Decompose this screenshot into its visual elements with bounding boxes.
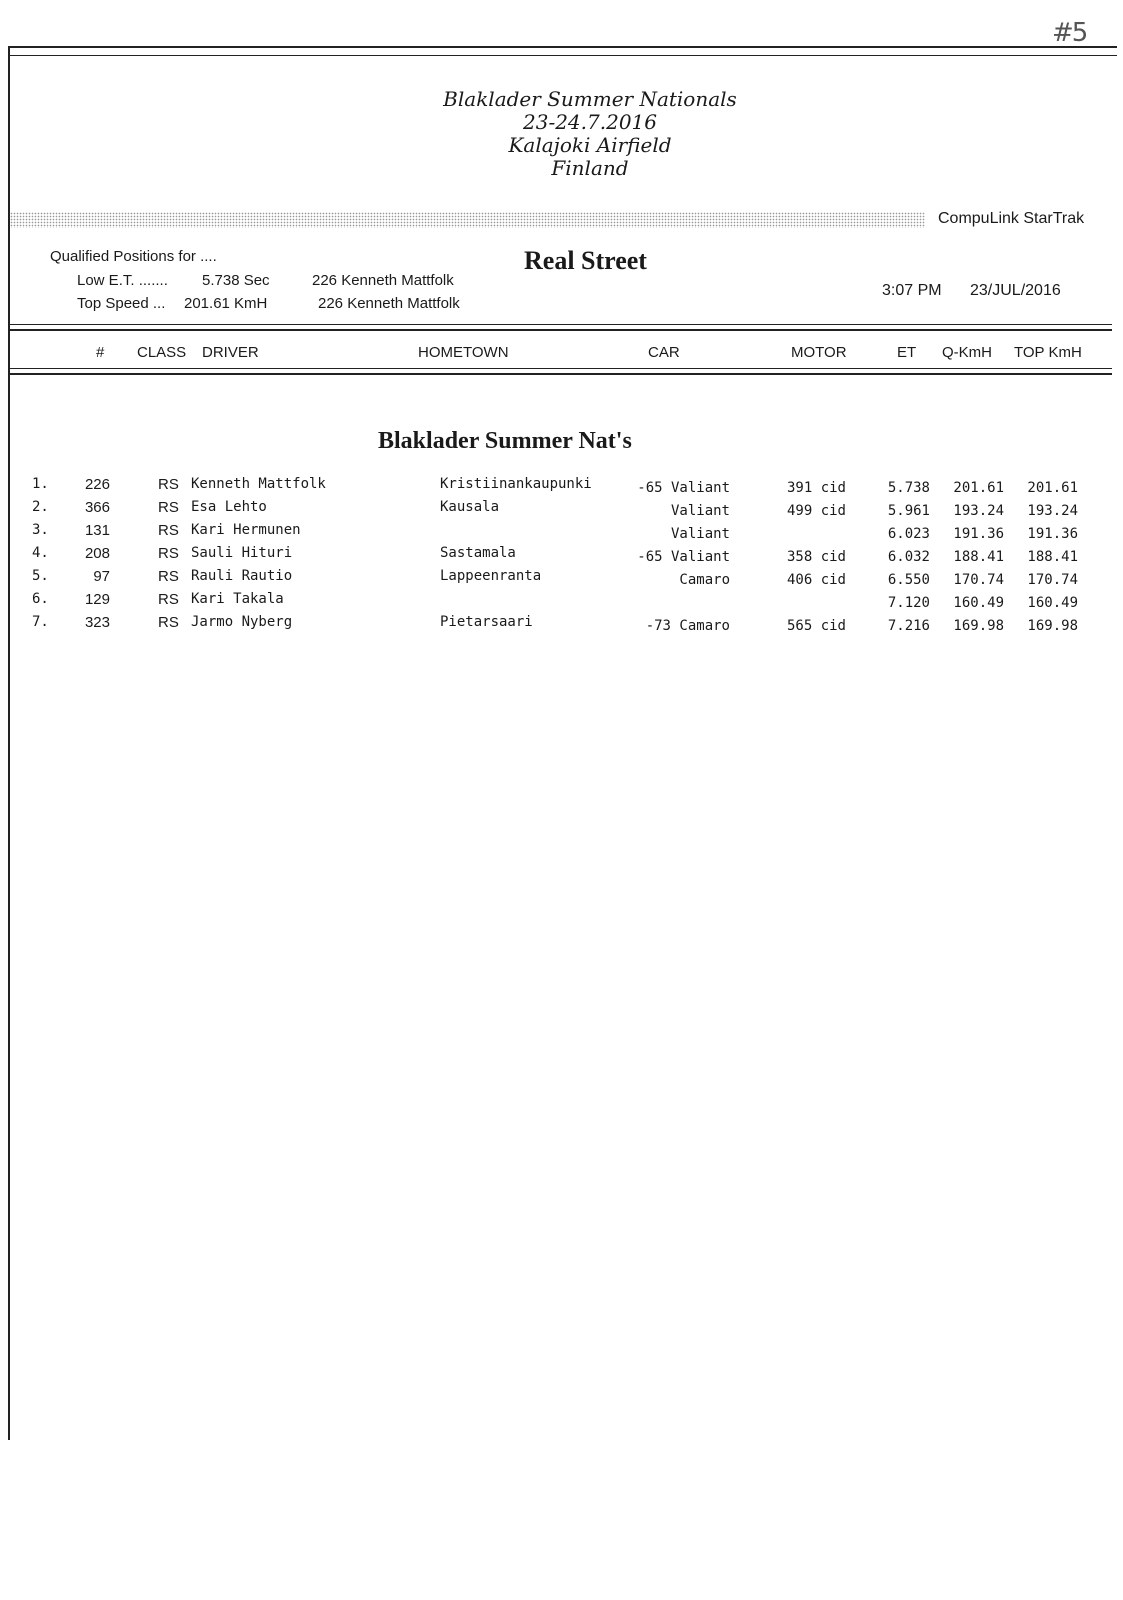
cell-qkmh: 191.36 <box>953 526 1004 542</box>
event-name: Blaklader Summer Nationals <box>443 87 737 111</box>
cell-num: 208 <box>84 545 110 562</box>
cell-car: Valiant <box>670 526 730 542</box>
cell-et: 7.120 <box>887 595 930 611</box>
cell-hometown: Lappeenranta <box>440 568 542 584</box>
cell-car: -65 Valiant <box>637 549 730 565</box>
cell-motor: 358 cid <box>786 549 846 565</box>
event-dates: 23-24.7.2016 <box>523 110 657 134</box>
qualified-heading: Qualified Positions for .... <box>50 248 217 265</box>
event-country: Finland <box>551 156 629 180</box>
cell-pos: 5. <box>32 568 49 584</box>
cell-driver: Sauli Hituri <box>191 545 293 561</box>
cell-pos: 6. <box>32 591 49 607</box>
header-rule-top <box>10 324 1112 331</box>
cell-hometown: Sastamala <box>440 545 516 561</box>
table-row <box>10 476 1123 499</box>
cell-qkmh: 201.61 <box>953 480 1004 496</box>
page-number-mark: #5 <box>1052 18 1087 48</box>
cell-et: 6.032 <box>887 549 930 565</box>
cell-num: 131 <box>84 522 110 539</box>
col-driver: DRIVER <box>202 344 259 361</box>
cell-car: Camaro <box>679 572 730 588</box>
software-name: CompuLink StarTrak <box>938 210 1085 227</box>
cell-qkmh: 169.98 <box>953 618 1004 634</box>
col-qkmh: Q-KmH <box>942 344 992 361</box>
cell-topkmh: 170.74 <box>1027 572 1078 588</box>
event-header <box>10 88 1123 180</box>
cell-num: 226 <box>84 476 110 493</box>
cell-num: 323 <box>84 614 110 631</box>
cell-topkmh: 188.41 <box>1027 549 1078 565</box>
cell-pos: 7. <box>32 614 49 630</box>
cell-driver: Jarmo Nyberg <box>191 614 293 630</box>
cell-et: 7.216 <box>887 618 930 634</box>
table-row <box>10 499 1123 522</box>
col-hometown: HOMETOWN <box>418 344 509 361</box>
cell-cls: RS <box>158 545 179 562</box>
col-car: CAR <box>648 344 680 361</box>
cell-cls: RS <box>158 476 179 493</box>
cell-et: 5.738 <box>887 480 930 496</box>
cell-cls: RS <box>158 614 179 631</box>
top-speed-label: Top Speed ... <box>77 295 166 312</box>
results-sheet <box>8 46 1117 1440</box>
cell-driver: Esa Lehto <box>191 499 267 515</box>
cell-driver: Rauli Rautio <box>191 568 293 584</box>
cell-topkmh: 160.49 <box>1027 595 1078 611</box>
cell-motor: 499 cid <box>786 503 846 519</box>
top-speed-holder: 226 Kenneth Mattfolk <box>318 295 460 312</box>
class-title: Real Street <box>524 246 647 275</box>
cell-motor: 391 cid <box>786 480 846 496</box>
col-class: CLASS <box>137 344 187 361</box>
cell-cls: RS <box>158 568 179 585</box>
cell-topkmh: 193.24 <box>1027 503 1078 519</box>
cell-num: 97 <box>93 568 110 585</box>
cell-car: -65 Valiant <box>637 480 730 496</box>
cell-cls: RS <box>158 522 179 539</box>
low-et-label: Low E.T. ....... <box>77 272 168 289</box>
low-et-holder: 226 Kenneth Mattfolk <box>312 272 454 289</box>
cell-pos: 3. <box>32 522 49 538</box>
cell-hometown: Kristiinankaupunki <box>440 476 592 492</box>
table-row <box>10 545 1123 568</box>
cell-pos: 2. <box>32 499 49 515</box>
cell-driver: Kenneth Mattfolk <box>191 476 326 492</box>
report-date: 23/JUL/2016 <box>970 282 1061 299</box>
cell-car: -73 Camaro <box>645 618 730 634</box>
cell-pos: 4. <box>32 545 49 561</box>
cell-et: 5.961 <box>887 503 930 519</box>
cell-et: 6.023 <box>887 526 930 542</box>
header-rule-bottom <box>10 368 1112 375</box>
section-title: Blaklader Summer Nat's <box>378 428 632 454</box>
cell-qkmh: 188.41 <box>953 549 1004 565</box>
cell-qkmh: 160.49 <box>953 595 1004 611</box>
col-topkmh: TOP KmH <box>1014 344 1082 361</box>
cell-motor: 565 cid <box>786 618 846 634</box>
cell-topkmh: 201.61 <box>1027 480 1078 496</box>
report-time: 3:07 PM <box>882 282 942 299</box>
cell-car: Valiant <box>670 503 730 519</box>
event-venue: Kalajoki Airfield <box>508 133 672 157</box>
cell-driver: Kari Hermunen <box>191 522 301 538</box>
cell-et: 6.550 <box>887 572 930 588</box>
cell-qkmh: 170.74 <box>953 572 1004 588</box>
dotted-band <box>10 212 925 228</box>
cell-num: 129 <box>84 591 110 608</box>
table-row <box>10 591 1123 614</box>
cell-pos: 1. <box>32 476 49 492</box>
cell-motor: 406 cid <box>786 572 846 588</box>
cell-topkmh: 169.98 <box>1027 618 1078 634</box>
low-et-value: 5.738 Sec <box>202 272 270 289</box>
cell-num: 366 <box>84 499 110 516</box>
table-row <box>10 522 1123 545</box>
top-speed-value: 201.61 KmH <box>184 295 268 312</box>
cell-topkmh: 191.36 <box>1027 526 1078 542</box>
cell-driver: Kari Takala <box>191 591 284 607</box>
cell-hometown: Kausala <box>440 499 500 515</box>
table-row <box>10 568 1123 591</box>
cell-cls: RS <box>158 591 179 608</box>
cell-qkmh: 193.24 <box>953 503 1004 519</box>
cell-cls: RS <box>158 499 179 516</box>
table-row <box>10 614 1123 637</box>
top-double-rule <box>10 46 1117 56</box>
cell-hometown: Pietarsaari <box>440 614 533 630</box>
col-et: ET <box>897 344 917 361</box>
col-motor: MOTOR <box>791 344 847 361</box>
col-num: # <box>96 344 105 361</box>
